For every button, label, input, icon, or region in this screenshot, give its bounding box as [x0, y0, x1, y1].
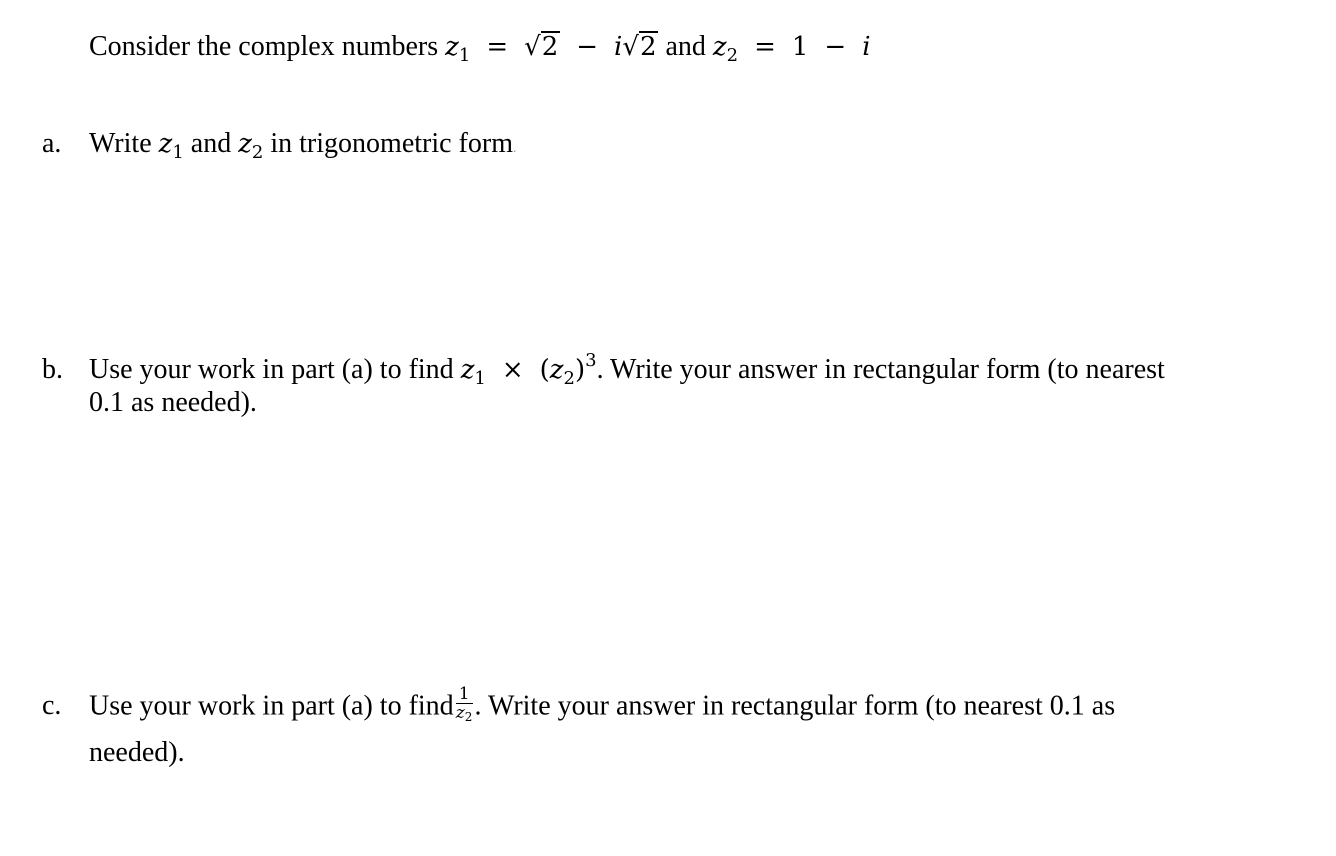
- imaginary-unit-2: i: [862, 32, 871, 62]
- part-a-and: and: [190, 128, 232, 159]
- part-b-text: [89, 350, 1165, 390]
- part-b-z2-cubed: $(z_2)^3$: [539, 350, 597, 389]
- part-a-z2: $z_2$: [238, 129, 264, 163]
- part-b-instruction: . Write your answer in rectangular form (to nearest: [596, 354, 1165, 385]
- imaginary-unit: i: [614, 32, 623, 62]
- sqrt-two-a: √2: [524, 32, 559, 62]
- part-a-tail: in trigonometric form: [270, 128, 513, 159]
- part-a-label: a.: [42, 128, 62, 159]
- part-c-instruction: . Write your answer in rectangular form (to nearest 0.1 as: [474, 690, 1116, 722]
- part-b-lead: Use your work in part (a) to find: [89, 354, 454, 385]
- part-b-z1: $z_1$: [460, 355, 486, 389]
- one-value: 1: [791, 32, 809, 62]
- intro-and: and: [665, 31, 706, 62]
- part-b-line2: 0.1 as needed).: [89, 387, 257, 418]
- minus-sign: −: [576, 32, 599, 62]
- part-a-write: Write: [89, 128, 152, 159]
- equals-sign: =: [486, 32, 509, 62]
- part-c-text: [89, 684, 1116, 727]
- z1-symbol: $z_1$: [445, 32, 471, 66]
- part-c-lead: Use your work in part (a) to find: [89, 690, 454, 722]
- minus-sign-2: −: [824, 32, 847, 62]
- fraction-one-over-z2: $\frac{1}{z2}$: [455, 684, 473, 724]
- part-c-line2: needed).: [89, 737, 185, 768]
- intro-lead: Consider the complex numbers: [89, 31, 439, 62]
- part-a-z1: $z_1$: [158, 129, 184, 163]
- part-a-text: [89, 127, 516, 166]
- intro-line: [89, 30, 871, 67]
- z2-symbol: $z_2$: [712, 32, 739, 66]
- part-b-label: b.: [42, 354, 63, 385]
- part-a-period: .: [512, 141, 517, 156]
- sqrt-two-b: √2: [622, 32, 657, 62]
- times-sign: ×: [501, 355, 524, 385]
- part-c-label: c.: [42, 690, 62, 721]
- equals-sign-2: =: [754, 32, 776, 62]
